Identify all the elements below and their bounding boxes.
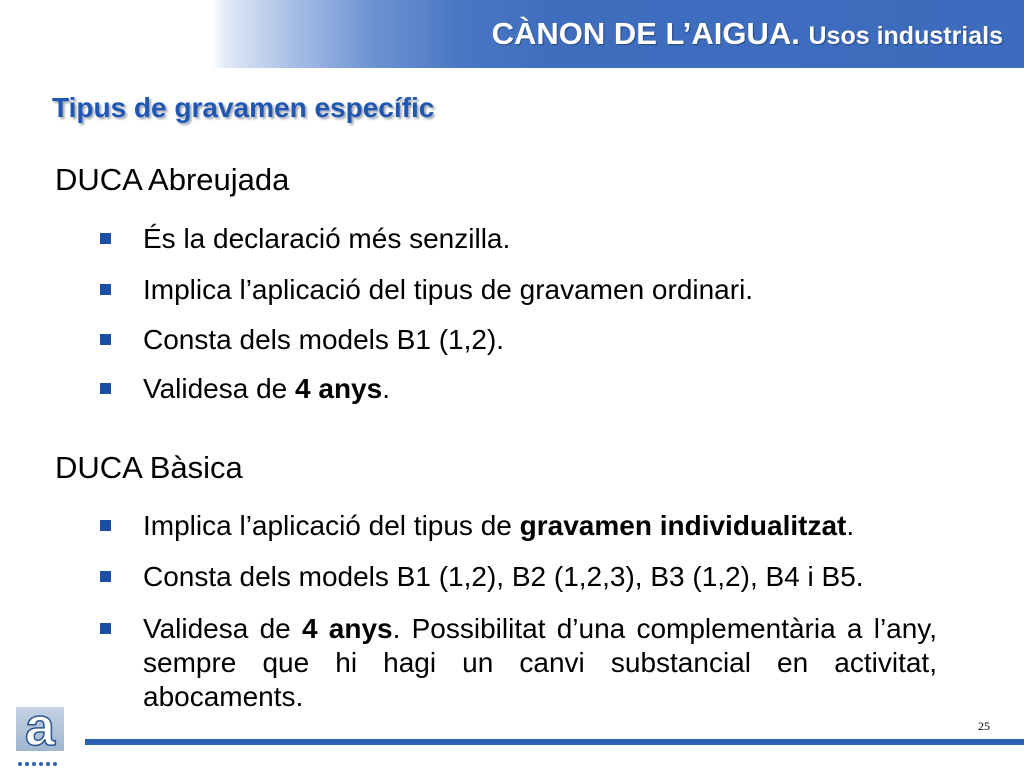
square-bullet-icon <box>100 334 111 345</box>
bullet-text: Consta dels models B1 (1,2). <box>143 324 505 355</box>
bullet-text-pre: Validesa de <box>143 373 296 404</box>
section-title: Tipus de gravamen específic <box>52 92 435 123</box>
logo-dots <box>18 753 66 759</box>
list-item <box>143 273 937 307</box>
section-heading-duca-abreujada: DUCA Abreujada <box>55 162 290 197</box>
list-item <box>143 323 937 357</box>
square-bullet-icon <box>100 520 111 531</box>
bullet-text-bold: 4 anys <box>295 373 383 404</box>
square-bullet-icon <box>100 284 111 295</box>
bullet-text: És la declaració més senzilla. <box>143 223 511 254</box>
bullet-text-post: . <box>382 373 390 404</box>
square-bullet-icon <box>100 623 111 634</box>
bullet-text-post: . <box>846 510 855 541</box>
bullet-text-pre: Validesa de <box>143 613 302 644</box>
bullet-text-pre: Implica l’aplicació del tipus de <box>143 510 520 541</box>
header-bar <box>0 0 1024 68</box>
logo-letter: a <box>24 707 56 751</box>
list-item <box>143 560 937 594</box>
square-bullet-icon <box>100 383 111 394</box>
square-bullet-icon <box>100 233 111 244</box>
list-item <box>143 509 937 543</box>
bullet-text: Consta dels models B1 (1,2), B2 (1,2,3), B3 (1,2), B4 i B5. <box>143 561 864 592</box>
page-number: 25 <box>978 719 990 733</box>
footer-rule <box>85 739 1024 745</box>
bullet-text: Implica l’aplicació del tipus de gravamen ordinari. <box>143 274 754 305</box>
bullet-text-bold: 4 anys <box>301 613 393 644</box>
section-heading-duca-basica: DUCA Bàsica <box>55 450 243 485</box>
list-item <box>143 612 937 714</box>
slide-title-sub: Usos industrials <box>808 22 1003 50</box>
slide-title <box>492 14 1003 56</box>
list-item <box>143 372 937 406</box>
water-agency-logo <box>16 707 64 751</box>
bullet-text-post: . Possibilitat d’una complementària a l’any, sempre que hi hagi un canvi substancial en activitat, abocaments. <box>143 613 938 712</box>
slide-title-main: CÀNON DE L’AIGUA. <box>491 16 800 51</box>
list-item <box>143 222 937 256</box>
square-bullet-icon <box>100 571 111 582</box>
bullet-text-bold: gravamen individualitzat <box>519 510 847 541</box>
